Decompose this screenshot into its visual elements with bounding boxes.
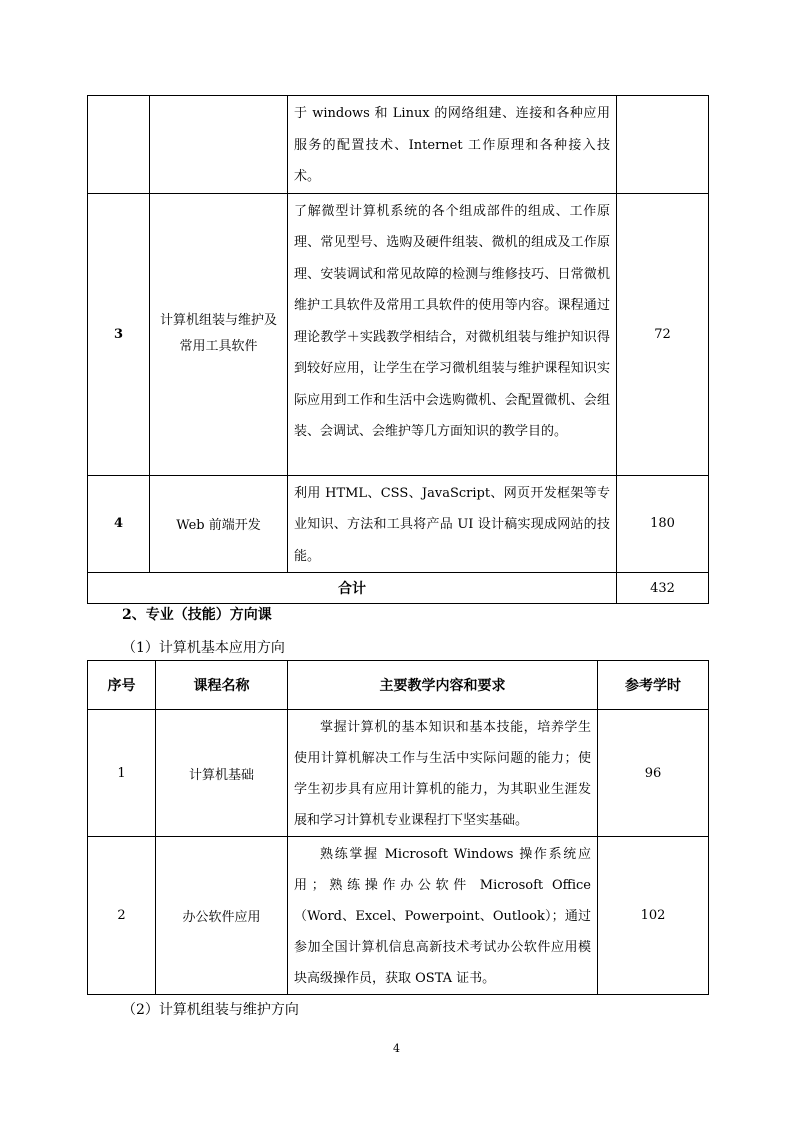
table-row [88,193,709,475]
table-row [88,475,709,573]
subsection-heading-1: （1）计算机基本应用方向 [122,640,285,656]
section-heading: 2、专业（技能）方向课 [122,607,272,623]
direction-course-table [87,660,709,995]
hours-cell: 180 [617,475,709,573]
hours-cell: 96 [598,710,709,837]
hours-cell [617,96,709,194]
course-content-cell: 了解微型计算机系统的各个组成部件的组成、工作原理、常见型号、选购及硬件组装、微机的组成及工作原理、安装调试和常见故障的检测与维修技巧、日常微机维护工具软件及常用工具软件的使用等内容。课程通过理论教学＋实践教学相结合，对微机组装与维护知识得到较好应用，让学生在学习微机组装与维护课程知识实际应用到工作和生活中会选购微机、会配置微机、会组装、会调试、会维护等几方面知识的教学目的。 [288,193,617,475]
header-num: 序号 [88,661,156,710]
course-content-cell: 掌握计算机的基本知识和基本技能，培养学生使用计算机解决工作与生活中实际问题的能力；使学生初步具有应用计算机的能力，为其职业生涯发展和学习计算机专业课程打下坚实基础。 [288,710,598,837]
row-number-cell: 3 [88,193,150,475]
row-number-cell: 2 [88,837,156,995]
total-row [88,573,709,604]
course-content-cell: 于 windows 和 Linux 的网络组建、连接和各种应用服务的配置技术、Internet 工作原理和各种接入技术。 [288,96,617,194]
total-label: 合计 [88,573,617,604]
page-number: 4 [393,1042,400,1055]
header-course-name: 课程名称 [156,661,288,710]
row-number-cell [88,96,150,194]
hours-cell: 72 [617,193,709,475]
header-hours: 参考学时 [598,661,709,710]
course-name-cell: Web 前端开发 [150,475,288,573]
total-hours: 432 [617,573,709,604]
course-name-cell [150,96,288,194]
curriculum-table-continued [87,95,709,604]
course-content-cell: 熟练掌握 Microsoft Windows 操作系统应用；熟练操作办公软件 Microsoft Office（Word、Excel、Powerpoint、Outlook）；通过参加全国计算机信息高新技术考试办公软件应用模块高级操作员，获取 OSTA 证书。 [288,837,598,995]
course-name-cell: 办公软件应用 [156,837,288,995]
table-row [88,96,709,194]
header-content: 主要教学内容和要求 [288,661,598,710]
row-number-cell: 4 [88,475,150,573]
table-row [88,710,709,837]
course-name-cell: 计算机组装与维护及常用工具软件 [150,193,288,475]
row-number-cell: 1 [88,710,156,837]
table-header-row [88,661,709,710]
subsection-heading-2: （2）计算机组装与维护方向 [122,1002,299,1018]
course-name-cell: 计算机基础 [156,710,288,837]
course-content-cell: 利用 HTML、CSS、JavaScript、网页开发框架等专业知识、方法和工具将产品 UI 设计稿实现成网站的技能。 [288,475,617,573]
hours-cell: 102 [598,837,709,995]
table-row [88,837,709,995]
